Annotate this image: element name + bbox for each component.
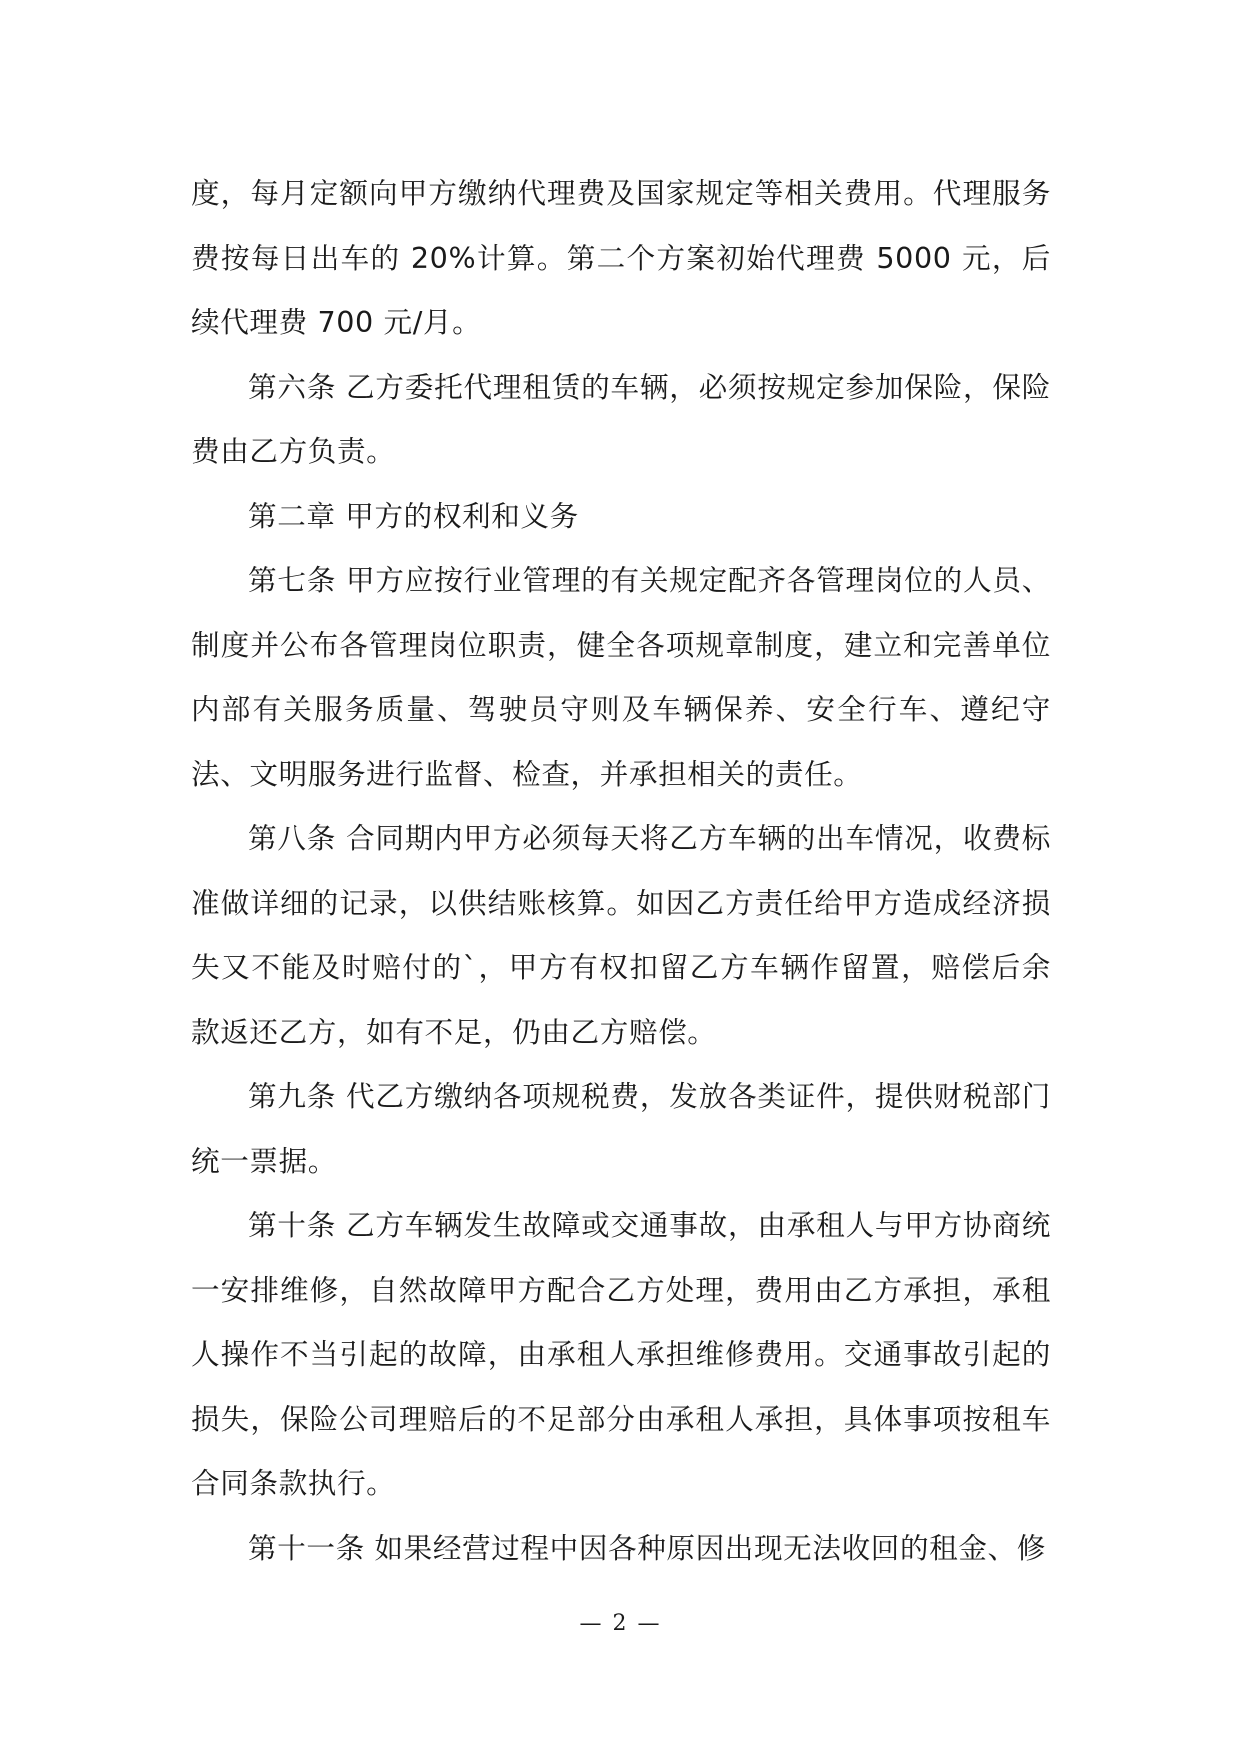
document-body	[191, 161, 1051, 1580]
page-number: — 2 —	[579, 1611, 662, 1636]
article-11: 第十一条 如果经营过程中因各种原因出现无法收回的租金、修	[248, 1530, 1046, 1565]
article-9: 第九条 代乙方缴纳各项规税费，发放各类证件，提供财税部门统一票据。	[191, 1079, 1051, 1178]
chapter-2-heading: 第二章 甲方的权利和义务	[248, 498, 579, 533]
article-6: 第六条 乙方委托代理租赁的车辆，必须按规定参加保险，保险费由乙方负责。	[191, 369, 1051, 468]
paragraph-continuation: 度，每月定额向甲方缴纳代理费及国家规定等相关费用。代理服务费按每日出车的 20%计算。第二个方案初始代理费 5000 元，后续代理费 700 元/月。	[191, 176, 1051, 339]
article-7: 第七条 甲方应按行业管理的有关规定配齐各管理岗位的人员、制度并公布各管理岗位职责，健全各项规章制度，建立和完善单位内部有关服务质量、驾驶员守则及车辆保养、安全行车、遵纪守法、文明服务进行监督、检查，并承担相关的责任。	[191, 563, 1051, 791]
article-8: 第八条 合同期内甲方必须每天将乙方车辆的出车情况，收费标准做详细的记录，以供结账核算。如因乙方责任给甲方造成经济损失又不能及时赔付的`，甲方有权扣留乙方车辆作留置，赔偿后余款返还乙方，如有不足，仍由乙方赔偿。	[191, 821, 1051, 1049]
article-10: 第十条 乙方车辆发生故障或交通事故，由承租人与甲方协商统一安排维修，自然故障甲方配合乙方处理，费用由乙方承担，承租人操作不当引起的故障，由承租人承担维修费用。交通事故引起的损失，保险公司理赔后的不足部分由承租人承担，具体事项按租车合同条款执行。	[191, 1208, 1051, 1500]
